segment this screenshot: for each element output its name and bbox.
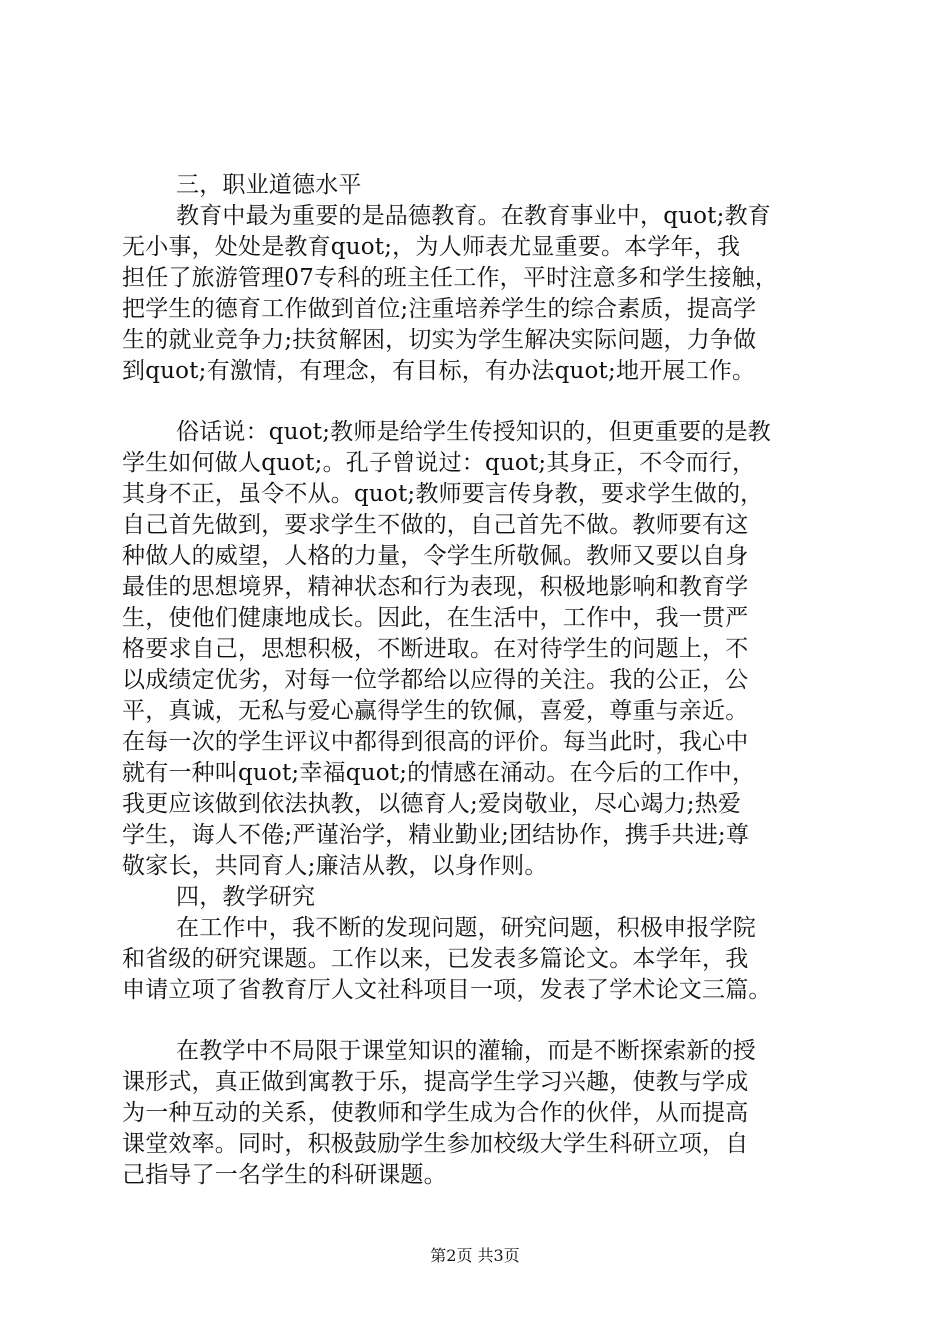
text-line: 俗话说：quot;教师是给学生传授知识的，但更重要的是教: [176, 419, 771, 445]
text-line: 教育中最为重要的是品德教育。在教育事业中，quot;教育: [176, 203, 771, 229]
text-line: 课形式，真正做到寓教于乐，提高学生学习兴趣，使教与学成: [122, 1069, 749, 1095]
text-line: 无小事，处处是教育quot;，为人师表尤显重要。本学年，我: [122, 234, 741, 260]
paragraph: [122, 417, 834, 882]
text-line: 和省级的研究课题。工作以来，已发表多篇论文。本学年，我: [122, 946, 749, 972]
text-line: 为一种互动的关系，使教师和学生成为合作的伙伴，从而提高: [122, 1100, 749, 1126]
text-line: 种做人的威望，人格的力量，令学生所敬佩。教师又要以自身: [122, 543, 749, 569]
document-body: [122, 170, 834, 1191]
text-line: 生的就业竞争力;扶贫解困，切实为学生解决实际问题，力争做: [122, 327, 757, 353]
text-line: 我更应该做到依法执教，以德育人;爱岗敬业，尽心竭力;热爱: [122, 791, 742, 817]
text-line: 自己首先做到，要求学生不做的，自己首先不做。教师要有这: [122, 512, 749, 538]
section-heading: 三，职业道德水平: [176, 172, 362, 198]
text-line: 把学生的德育工作做到首位;注重培养学生的综合素质，提高学: [122, 296, 757, 322]
paragraph: [122, 913, 834, 1006]
paragraph: [122, 1036, 834, 1191]
text-line: 在工作中，我不断的发现问题，研究问题，积极申报学院: [176, 915, 756, 941]
text-line: 担任了旅游管理07专科的班主任工作，平时注意多和学生接触，: [122, 265, 779, 291]
text-line: 到quot;有激情，有理念，有目标，有办法quot;地开展工作。: [122, 358, 756, 384]
text-line: 学生，诲人不倦;严谨治学，精业勤业;团结协作，携手共进;尊: [122, 822, 750, 848]
paragraph-gap: [122, 1006, 834, 1036]
text-line: 其身不正，虽令不从。quot;教师要言传身教，要求学生做的，: [122, 481, 764, 507]
section-heading: 四，教学研究: [176, 884, 316, 910]
text-line: 格要求自己，思想积极，不断进取。在对待学生的问题上，不: [122, 636, 749, 662]
page-number-footer: 第2页 共3页: [430, 1246, 520, 1265]
text-line: 学生如何做人quot;。孔子曾说过：quot;其身正，不令而行，: [122, 450, 756, 476]
text-line: 以成绩定优劣，对每一位学都给以应得的关注。我的公正，公: [122, 667, 749, 693]
paragraph-gap: [122, 387, 834, 417]
paragraph: [122, 201, 834, 387]
text-line: 己指导了一名学生的科研课题。: [122, 1162, 447, 1188]
text-line: 在教学中不局限于课堂知识的灌输，而是不断探索新的授: [176, 1038, 756, 1064]
text-line: 课堂效率。同时，积极鼓励学生参加校级大学生科研立项，自: [122, 1131, 749, 1157]
text-line: 申请立项了省教育厅人文社科项目一项，发表了学术论文三篇。: [122, 977, 772, 1003]
text-line: 敬家长，共同育人;廉洁从教，以身作则。: [122, 853, 548, 879]
text-line: 就有一种叫quot;幸福quot;的情感在涌动。在今后的工作中，: [122, 760, 756, 786]
text-line: 平，真诚，无私与爱心赢得学生的钦佩，喜爱，尊重与亲近。: [122, 698, 749, 724]
text-line: 生，使他们健康地成长。因此，在生活中，工作中，我一贯严: [122, 605, 749, 631]
text-line: 最佳的思想境界，精神状态和行为表现，积极地影响和教育学: [122, 574, 749, 600]
text-line: 在每一次的学生评议中都得到很高的评价。每当此时，我心中: [122, 729, 749, 755]
